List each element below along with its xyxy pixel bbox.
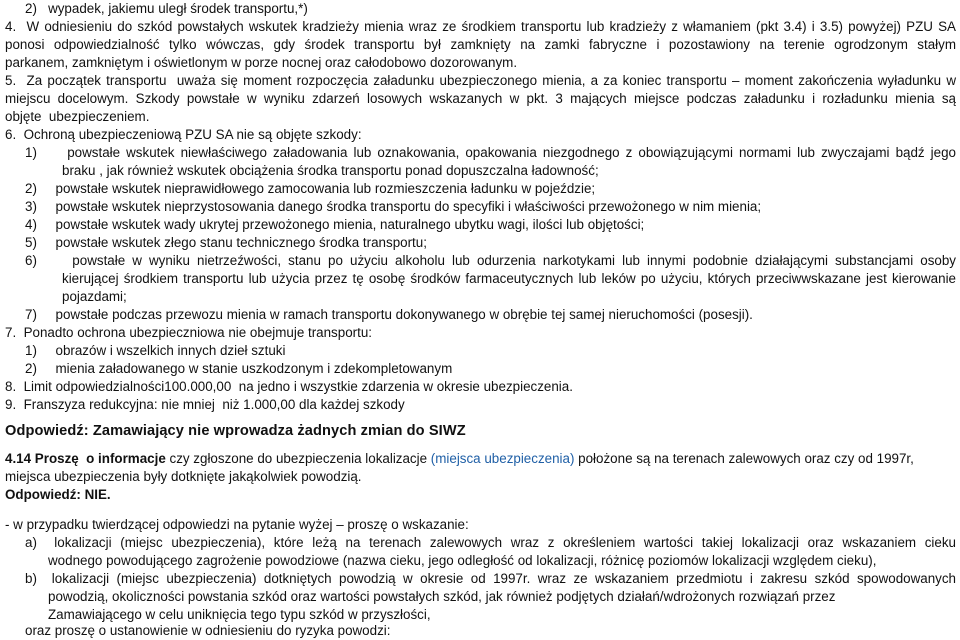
list-item: 4. W odniesieniu do szkód powstałych wskutek kradzieży mienia wraz ze środkiem transportu lub kradzieży z włamaniem (pkt 3.4) i 3.5) powyżej) PZU SA bbox=[5, 19, 956, 34]
paragraph-line: miejscu docelowym. Szkody powstałe w wyniku zdarzeń losowych wskazanych w pkt. 3 mających miejsce podczas załadunku i rozładunku mienia są bbox=[5, 91, 956, 106]
paragraph-line: miejsca ubezpieczenia były dotknięte jakąkolwiek powodzią. bbox=[5, 469, 362, 484]
list-item: 1) obrazów i wszelkich innych dzieł sztuki bbox=[25, 343, 286, 358]
paragraph-line: pojazdami; bbox=[62, 289, 127, 304]
paragraph-line: Zamawiającego w celu uniknięcia tego typu szkód w przyszłości, bbox=[48, 607, 431, 622]
paragraph-line: parkanem, zamkniętym i oświetlonym w porze nocnej oraz całodobowo dozorowanym. bbox=[5, 55, 518, 70]
list-item: 8. Limit odpowiedzialności100.000,00 na jedno i wszystkie zdarzenia w okresie ubezpieczenia. bbox=[5, 379, 573, 394]
paragraph-line: ponosi odpowiedzialność tylko wówczas, gdy środek transportu był zamknięty na zamki fabryczne i pozostawiony na terenie ogrodzonym stałym bbox=[5, 37, 956, 52]
list-item: 7. Ponadto ochrona ubezpieczniowa nie obejmuje transportu: bbox=[5, 325, 372, 340]
list-item: b) lokalizacji (miejsc ubezpieczenia) dotkniętych powodzią w okresie od 1997r. wraz ze wskazaniem przedmiotu i zakresu szkód spowodowanych bbox=[25, 571, 956, 586]
paragraph-line: kierującej środkiem transportu lub użycia przez tę osobę środków farmaceutycznych lub leków po użyciu, których przeciwwskazane jest kierowanie bbox=[62, 271, 956, 286]
list-item: 9. Franszyza redukcyjna: nie mniej niż 1.000,00 dla każdej szkody bbox=[5, 397, 405, 412]
question-number: 4.14 bbox=[5, 451, 35, 466]
question-text-end: położone są na terenach zalewowych oraz czy od 1997r, bbox=[574, 451, 914, 466]
question-lead: Proszę o informacje bbox=[34, 451, 166, 466]
list-item: 4) powstałe wskutek wady ukrytej przewożonego mienia, naturalnego ubytku wagi, ilości lub objętości; bbox=[25, 217, 645, 232]
list-item: 6. Ochroną ubezpieczeniową PZU SA nie są objęte szkody: bbox=[5, 127, 362, 142]
question-text: czy zgłoszone do ubezpieczenia lokalizacje bbox=[165, 451, 431, 466]
list-item: 6) powstałe w wyniku nietrzeźwości, stanu po użyciu alkoholu lub odurzenia narkotykami lub innymi podobnie działającymi substancjami osoby bbox=[25, 253, 956, 268]
paragraph-line: braku , jak również wskutek obciążenia środka transportu ponad dopuszczalna ładowność; bbox=[62, 163, 599, 178]
list-item: 2) wypadek, jakiemu uległ środek transportu,*) bbox=[25, 1, 308, 16]
list-item: 5. Za początek transportu uważa się moment rozpoczęcia załadunku ubezpieczonego mienia, a za koniec transportu – moment zakończenia wyładunku w bbox=[5, 73, 956, 88]
list-item: 2) powstałe wskutek nieprawidłowego zamocowania lub rozmieszczenia ładunku w pojeździe; bbox=[25, 181, 596, 196]
paragraph-line: objęte ubezpieczeniem. bbox=[5, 109, 150, 124]
answer-heading: Odpowiedź: Zamawiający nie wprowadza żadnych zmian do SIWZ bbox=[5, 423, 466, 439]
paragraph-line: powodzią, okoliczności powstania szkód oraz wartości powstałych szkód, jak również podjętych działań/wdrożonych rozwiązań przez bbox=[48, 589, 836, 604]
answer-label: Odpowiedź: NIE. bbox=[5, 487, 111, 502]
paragraph-line: - w przypadku twierdzącej odpowiedzi na pytanie wyżej – proszę o wskazanie: bbox=[5, 517, 469, 532]
list-item: 5) powstałe wskutek złego stanu technicznego środka transportu; bbox=[25, 235, 427, 250]
paragraph-line: oraz proszę o ustanowienie w odniesieniu do ryzyka powodzi: bbox=[25, 623, 391, 638]
list-item: 1) powstałe wskutek niewłaściwego załadowania lub oznakowania, opakowania niezgodnego z obowiązującymi normami lub zwyczajami bądź jego bbox=[25, 145, 956, 160]
paragraph-line: wodnego powodującego zagrożenie powodziowe (nazwa cieku, jego odległość od lokalizacji, różnicę poziomów lokalizacji względem cieku), bbox=[48, 553, 877, 568]
list-item: 7) powstałe podczas przewozu mienia w ramach transportu dokonywanego w obrębie tej samej nieruchomości (posesji). bbox=[25, 307, 753, 322]
list-item: 3) powstałe wskutek nieprzystosowania danego środka transportu do specyfiki i właściwości przewożonego w nim mienia; bbox=[25, 199, 762, 214]
highlighted-term: (miejsca ubezpieczenia) bbox=[430, 451, 575, 466]
list-item: a) lokalizacji (miejsc ubezpieczenia), które leżą na terenach zalewowych wraz z określeniem wartości takiej lokalizacji oraz wskazaniem cieku bbox=[25, 535, 956, 550]
list-item: 2) mienia załadowanego w stanie uszkodzonym i zdekompletowanym bbox=[25, 361, 453, 376]
question-line bbox=[5, 450, 914, 468]
